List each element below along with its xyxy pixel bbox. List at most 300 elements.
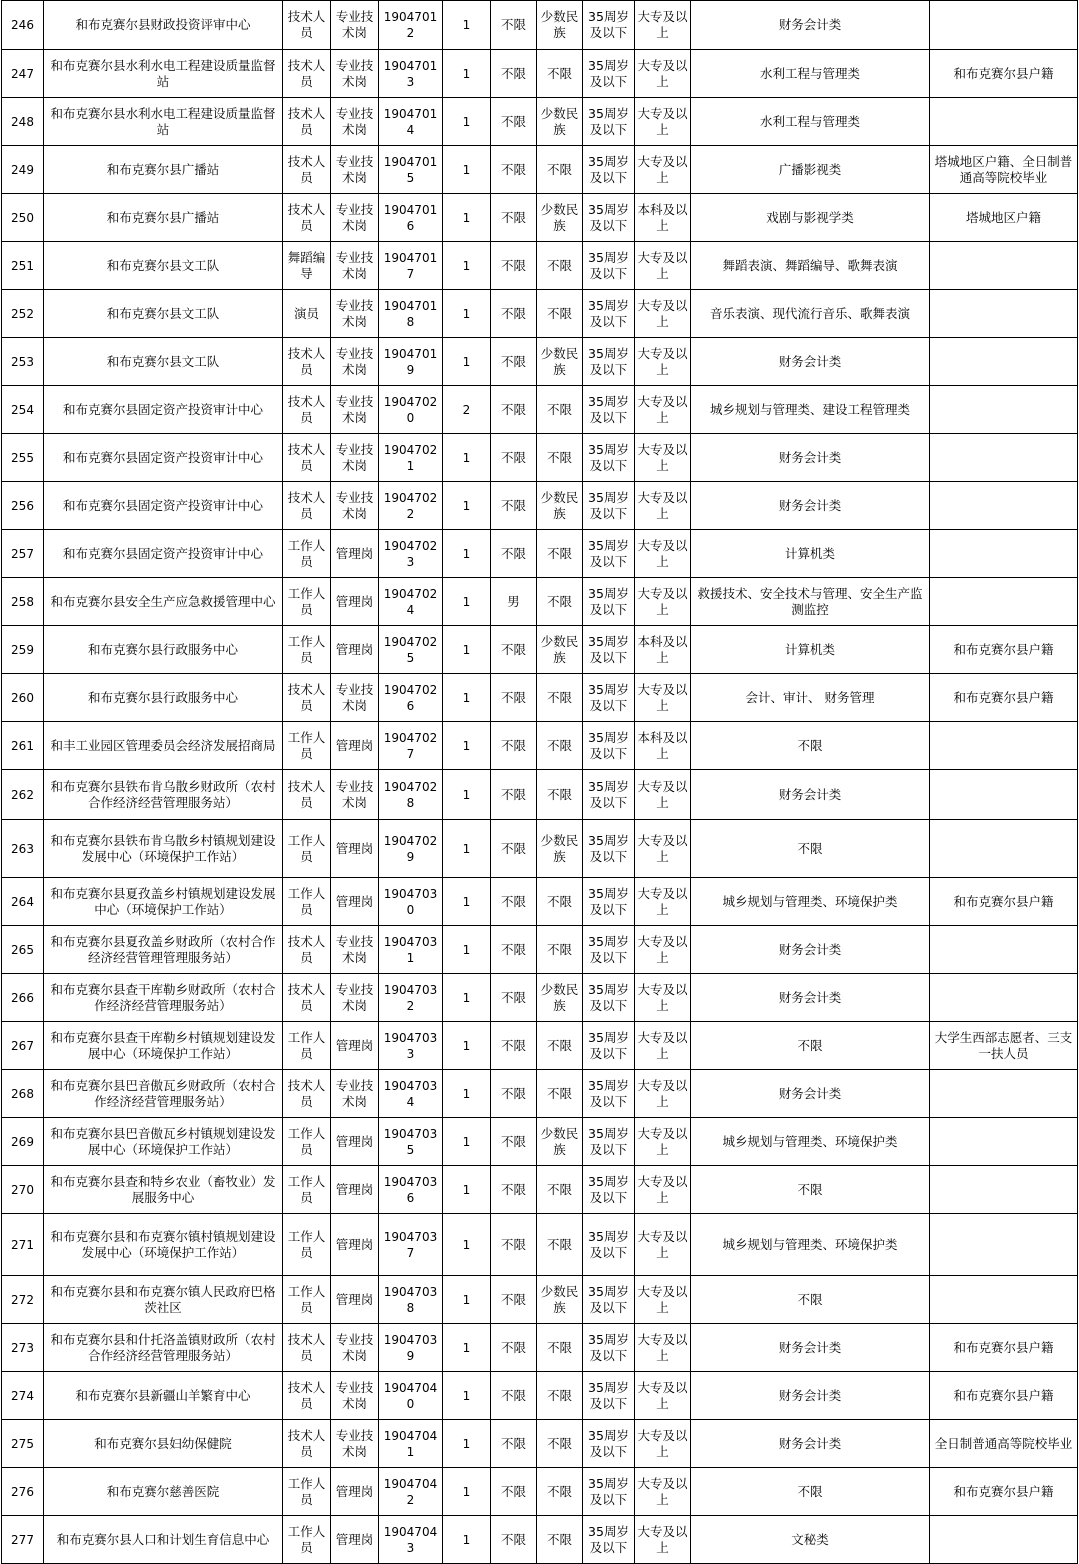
cell-education: 大专及以上 [635,98,691,146]
cell-education: 本科及以上 [635,194,691,242]
cell-gender: 不限 [491,98,537,146]
cell-age: 35周岁及以下 [583,974,635,1022]
cell-count: 1 [443,722,491,770]
cell-ethnicity: 不限 [537,146,583,194]
cell-other: 和布克赛尔县户籍 [930,50,1078,98]
cell-ethnicity: 不限 [537,1324,583,1372]
cell-code: 19047013 [379,50,443,98]
cell-major: 不限 [691,1166,930,1214]
cell-education: 大专及以上 [635,770,691,820]
cell-ethnicity: 不限 [537,1022,583,1070]
cell-ethnicity: 少数民族 [537,338,583,386]
table-row [2,578,1078,626]
cell-category: 管理岗 [331,530,379,578]
cell-count: 1 [443,1372,491,1420]
cell-ethnicity: 不限 [537,386,583,434]
cell-number: 265 [2,926,44,974]
cell-education: 大专及以上 [635,674,691,722]
cell-major: 财务会计类 [691,1324,930,1372]
cell-count: 1 [443,878,491,926]
cell-education: 大专及以上 [635,530,691,578]
cell-code: 19047038 [379,1276,443,1324]
cell-ethnicity: 少数民族 [537,98,583,146]
cell-major: 不限 [691,820,930,878]
cell-code: 19047022 [379,482,443,530]
cell-education: 大专及以上 [635,1516,691,1564]
cell-age: 35周岁及以下 [583,926,635,974]
cell-code: 19047027 [379,722,443,770]
cell-age: 35周岁及以下 [583,530,635,578]
cell-age: 35周岁及以下 [583,1166,635,1214]
cell-category: 管理岗 [331,820,379,878]
cell-number: 247 [2,50,44,98]
cell-category: 专业技术岗 [331,98,379,146]
cell-category: 专业技术岗 [331,1420,379,1468]
cell-category: 管理岗 [331,1516,379,1564]
cell-education: 大专及以上 [635,290,691,338]
cell-unit: 和布克赛尔县文工队 [44,290,283,338]
cell-age: 35周岁及以下 [583,1468,635,1516]
cell-ethnicity: 不限 [537,578,583,626]
cell-major: 财务会计类 [691,770,930,820]
table-row [2,878,1078,926]
cell-category: 专业技术岗 [331,1372,379,1420]
cell-ethnicity: 不限 [537,290,583,338]
cell-education: 大专及以上 [635,386,691,434]
cell-major: 财务会计类 [691,1372,930,1420]
cell-age: 35周岁及以下 [583,674,635,722]
table-body [2,1,1078,1564]
cell-post: 技术人员 [283,1324,331,1372]
cell-count: 1 [443,290,491,338]
cell-education: 大专及以上 [635,1214,691,1276]
cell-post: 舞蹈编导 [283,242,331,290]
cell-education: 本科及以上 [635,722,691,770]
cell-unit: 和布克赛尔县行政服务中心 [44,674,283,722]
cell-gender: 不限 [491,820,537,878]
cell-ethnicity: 少数民族 [537,820,583,878]
cell-unit: 和布克赛尔县安全生产应急救援管理中心 [44,578,283,626]
cell-count: 1 [443,50,491,98]
cell-age: 35周岁及以下 [583,50,635,98]
table-row [2,194,1078,242]
cell-post: 工作人员 [283,1022,331,1070]
cell-other [930,1214,1078,1276]
cell-gender: 不限 [491,722,537,770]
cell-other: 全日制普通高等院校毕业 [930,1420,1078,1468]
cell-unit: 和布克赛尔县人口和计划生育信息中心 [44,1516,283,1564]
cell-post: 技术人员 [283,1372,331,1420]
cell-other: 塔城地区户籍、全日制普通高等院校毕业 [930,146,1078,194]
cell-education: 大专及以上 [635,1372,691,1420]
cell-gender: 不限 [491,1468,537,1516]
cell-age: 35周岁及以下 [583,1420,635,1468]
cell-post: 工作人员 [283,1516,331,1564]
cell-count: 1 [443,242,491,290]
cell-other: 和布克赛尔县户籍 [930,626,1078,674]
cell-unit: 和布克赛尔县固定资产投资审计中心 [44,386,283,434]
cell-number: 255 [2,434,44,482]
cell-gender: 不限 [491,674,537,722]
cell-category: 专业技术岗 [331,50,379,98]
table-row [2,1,1078,50]
cell-code: 19047034 [379,1070,443,1118]
cell-ethnicity: 不限 [537,1468,583,1516]
cell-ethnicity: 不限 [537,674,583,722]
cell-post: 技术人员 [283,1420,331,1468]
cell-gender: 不限 [491,770,537,820]
cell-category: 管理岗 [331,1118,379,1166]
cell-count: 1 [443,1276,491,1324]
cell-other [930,1,1078,50]
cell-gender: 不限 [491,878,537,926]
cell-number: 270 [2,1166,44,1214]
cell-code: 19047032 [379,974,443,1022]
cell-code: 19047019 [379,338,443,386]
cell-number: 246 [2,1,44,50]
cell-unit: 和布克赛尔县铁布肯乌散乡村镇规划建设发展中心（环境保护工作站） [44,820,283,878]
cell-gender: 不限 [491,1,537,50]
cell-gender: 不限 [491,242,537,290]
cell-code: 19047023 [379,530,443,578]
cell-code: 19047015 [379,146,443,194]
table-row [2,482,1078,530]
cell-gender: 不限 [491,1324,537,1372]
cell-major: 不限 [691,1276,930,1324]
cell-unit: 和布克赛尔县铁布肯乌散乡财政所（农村合作经济经营管理服务站） [44,770,283,820]
cell-code: 19047021 [379,434,443,482]
cell-age: 35周岁及以下 [583,578,635,626]
cell-age: 35周岁及以下 [583,1022,635,1070]
cell-unit: 和布克赛尔县巴音傲瓦乡村镇规划建设发展中心（环境保护工作站） [44,1118,283,1166]
cell-major: 广播影视类 [691,146,930,194]
table-row [2,1468,1078,1516]
table-row [2,770,1078,820]
cell-education: 大专及以上 [635,482,691,530]
cell-major: 财务会计类 [691,974,930,1022]
cell-major: 城乡规划与管理类、环境保护类 [691,878,930,926]
cell-other [930,1070,1078,1118]
cell-category: 专业技术岗 [331,338,379,386]
cell-count: 1 [443,1166,491,1214]
cell-education: 大专及以上 [635,820,691,878]
cell-count: 1 [443,770,491,820]
table-row [2,290,1078,338]
cell-other [930,770,1078,820]
cell-number: 259 [2,626,44,674]
cell-age: 35周岁及以下 [583,98,635,146]
cell-post: 技术人员 [283,338,331,386]
cell-ethnicity: 不限 [537,1070,583,1118]
cell-number: 263 [2,820,44,878]
cell-unit: 和布克赛尔县行政服务中心 [44,626,283,674]
cell-education: 大专及以上 [635,578,691,626]
cell-code: 19047041 [379,1420,443,1468]
cell-gender: 不限 [491,1276,537,1324]
cell-gender: 不限 [491,1070,537,1118]
cell-post: 演员 [283,290,331,338]
cell-number: 258 [2,578,44,626]
table-row [2,926,1078,974]
cell-category: 专业技术岗 [331,290,379,338]
cell-education: 大专及以上 [635,926,691,974]
cell-post: 工作人员 [283,1214,331,1276]
cell-count: 1 [443,1420,491,1468]
cell-ethnicity: 少数民族 [537,1118,583,1166]
cell-unit: 和布克赛尔县新疆山羊繁育中心 [44,1372,283,1420]
cell-count: 1 [443,974,491,1022]
cell-education: 大专及以上 [635,242,691,290]
cell-unit: 和布克赛尔县查干库勒乡村镇规划建设发展中心（环境保护工作站） [44,1022,283,1070]
cell-code: 19047031 [379,926,443,974]
cell-count: 1 [443,1022,491,1070]
cell-major: 舞蹈表演、舞蹈编导、歌舞表演 [691,242,930,290]
cell-unit: 和布克赛尔县水利水电工程建设质量监督站 [44,98,283,146]
cell-education: 大专及以上 [635,974,691,1022]
cell-other [930,482,1078,530]
cell-major: 文秘类 [691,1516,930,1564]
cell-code: 19047043 [379,1516,443,1564]
cell-other: 和布克赛尔县户籍 [930,1468,1078,1516]
table-row [2,1420,1078,1468]
cell-age: 35周岁及以下 [583,146,635,194]
cell-number: 264 [2,878,44,926]
cell-category: 专业技术岗 [331,434,379,482]
cell-other [930,290,1078,338]
cell-post: 技术人员 [283,50,331,98]
cell-other [930,386,1078,434]
cell-education: 大专及以上 [635,1166,691,1214]
cell-post: 技术人员 [283,434,331,482]
cell-category: 专业技术岗 [331,194,379,242]
cell-unit: 和布克赛尔县文工队 [44,338,283,386]
cell-ethnicity: 不限 [537,242,583,290]
cell-category: 专业技术岗 [331,770,379,820]
cell-education: 大专及以上 [635,50,691,98]
cell-category: 管理岗 [331,722,379,770]
cell-education: 大专及以上 [635,434,691,482]
cell-education: 本科及以上 [635,626,691,674]
table-row [2,434,1078,482]
cell-post: 工作人员 [283,878,331,926]
table-row [2,1166,1078,1214]
cell-unit: 和布克赛尔县和布克赛尔镇人民政府巴格茨社区 [44,1276,283,1324]
cell-education: 大专及以上 [635,146,691,194]
table-row [2,1118,1078,1166]
cell-unit: 和布克赛尔县文工队 [44,242,283,290]
cell-post: 工作人员 [283,722,331,770]
cell-ethnicity: 不限 [537,722,583,770]
cell-education: 大专及以上 [635,1276,691,1324]
cell-major: 城乡规划与管理类、环境保护类 [691,1118,930,1166]
cell-unit: 和布克赛尔县和什托洛盖镇财政所（农村合作经济经营管理服务站） [44,1324,283,1372]
cell-ethnicity: 不限 [537,530,583,578]
recruitment-table [1,0,1078,1564]
cell-post: 技术人员 [283,1070,331,1118]
cell-post: 技术人员 [283,98,331,146]
cell-unit: 和布克赛尔县妇幼保健院 [44,1420,283,1468]
cell-ethnicity: 不限 [537,878,583,926]
cell-major: 财务会计类 [691,338,930,386]
cell-major: 救援技术、安全技术与管理、安全生产监测监控 [691,578,930,626]
cell-other [930,434,1078,482]
cell-other: 和布克赛尔县户籍 [930,1324,1078,1372]
cell-ethnicity: 不限 [537,50,583,98]
cell-unit: 和布克赛尔县广播站 [44,194,283,242]
cell-count: 1 [443,1468,491,1516]
cell-other [930,974,1078,1022]
cell-number: 268 [2,1070,44,1118]
cell-number: 262 [2,770,44,820]
cell-major: 水利工程与管理类 [691,98,930,146]
cell-category: 管理岗 [331,1166,379,1214]
table-row [2,50,1078,98]
cell-count: 1 [443,1214,491,1276]
cell-post: 工作人员 [283,1468,331,1516]
cell-education: 大专及以上 [635,878,691,926]
table-row [2,1214,1078,1276]
cell-gender: 不限 [491,482,537,530]
cell-other: 和布克赛尔县户籍 [930,674,1078,722]
cell-number: 251 [2,242,44,290]
cell-gender: 不限 [491,1516,537,1564]
cell-age: 35周岁及以下 [583,626,635,674]
cell-ethnicity: 少数民族 [537,482,583,530]
cell-major: 财务会计类 [691,1070,930,1118]
cell-education: 大专及以上 [635,1118,691,1166]
table-row [2,1516,1078,1564]
cell-post: 技术人员 [283,482,331,530]
cell-other [930,1516,1078,1564]
cell-major: 戏剧与影视学类 [691,194,930,242]
cell-age: 35周岁及以下 [583,290,635,338]
cell-age: 35周岁及以下 [583,722,635,770]
table-row [2,722,1078,770]
cell-gender: 不限 [491,1214,537,1276]
cell-other: 和布克赛尔县户籍 [930,878,1078,926]
cell-code: 19047025 [379,626,443,674]
table-row [2,974,1078,1022]
cell-gender: 不限 [491,386,537,434]
cell-post: 工作人员 [283,626,331,674]
cell-category: 管理岗 [331,578,379,626]
cell-category: 专业技术岗 [331,1070,379,1118]
cell-major: 城乡规划与管理类、建设工程管理类 [691,386,930,434]
cell-age: 35周岁及以下 [583,770,635,820]
cell-count: 1 [443,926,491,974]
cell-category: 专业技术岗 [331,146,379,194]
cell-unit: 和布克赛尔县巴音傲瓦乡财政所（农村合作经济经营管理服务站） [44,1070,283,1118]
cell-count: 1 [443,98,491,146]
table-row [2,338,1078,386]
cell-number: 266 [2,974,44,1022]
cell-education: 大专及以上 [635,338,691,386]
cell-age: 35周岁及以下 [583,1324,635,1372]
cell-count: 1 [443,1118,491,1166]
cell-other [930,1166,1078,1214]
cell-unit: 和布克赛尔县固定资产投资审计中心 [44,434,283,482]
cell-age: 35周岁及以下 [583,242,635,290]
cell-code: 19047018 [379,290,443,338]
cell-unit: 和布克赛尔县夏孜盖乡财政所（农村合作经济经营管理管理服务站） [44,926,283,974]
cell-number: 261 [2,722,44,770]
cell-category: 管理岗 [331,1276,379,1324]
cell-code: 19047017 [379,242,443,290]
cell-age: 35周岁及以下 [583,1,635,50]
cell-number: 277 [2,1516,44,1564]
cell-age: 35周岁及以下 [583,1372,635,1420]
cell-unit: 和布克赛尔县广播站 [44,146,283,194]
table-row [2,820,1078,878]
cell-post: 工作人员 [283,1276,331,1324]
cell-other [930,578,1078,626]
cell-other [930,722,1078,770]
cell-count: 1 [443,338,491,386]
cell-other [930,926,1078,974]
cell-gender: 不限 [491,1166,537,1214]
cell-unit: 和布克赛尔县查干库勒乡财政所（农村合作经济经营管理服务站） [44,974,283,1022]
cell-age: 35周岁及以下 [583,386,635,434]
cell-code: 19047028 [379,770,443,820]
table-row [2,98,1078,146]
cell-ethnicity: 少数民族 [537,974,583,1022]
cell-number: 267 [2,1022,44,1070]
cell-category: 专业技术岗 [331,1324,379,1372]
cell-number: 269 [2,1118,44,1166]
cell-major: 计算机类 [691,626,930,674]
cell-count: 1 [443,626,491,674]
table-row [2,1324,1078,1372]
cell-category: 管理岗 [331,1214,379,1276]
cell-major: 财务会计类 [691,1420,930,1468]
cell-gender: 不限 [491,530,537,578]
cell-other: 塔城地区户籍 [930,194,1078,242]
cell-number: 271 [2,1214,44,1276]
cell-post: 技术人员 [283,926,331,974]
cell-other [930,98,1078,146]
cell-ethnicity: 不限 [537,770,583,820]
cell-post: 工作人员 [283,1166,331,1214]
cell-count: 1 [443,530,491,578]
cell-age: 35周岁及以下 [583,1118,635,1166]
cell-code: 19047030 [379,878,443,926]
cell-ethnicity: 不限 [537,1420,583,1468]
cell-post: 工作人员 [283,1118,331,1166]
cell-education: 大专及以上 [635,1,691,50]
cell-gender: 不限 [491,194,537,242]
cell-post: 技术人员 [283,974,331,1022]
cell-age: 35周岁及以下 [583,878,635,926]
cell-post: 工作人员 [283,578,331,626]
cell-number: 260 [2,674,44,722]
cell-education: 大专及以上 [635,1324,691,1372]
cell-number: 248 [2,98,44,146]
cell-major: 财务会计类 [691,434,930,482]
cell-major: 财务会计类 [691,926,930,974]
cell-code: 19047040 [379,1372,443,1420]
cell-number: 272 [2,1276,44,1324]
cell-category: 专业技术岗 [331,926,379,974]
cell-code: 19047042 [379,1468,443,1516]
cell-number: 249 [2,146,44,194]
table-row [2,1276,1078,1324]
cell-code: 19047026 [379,674,443,722]
cell-count: 1 [443,1324,491,1372]
cell-category: 专业技术岗 [331,674,379,722]
cell-count: 2 [443,386,491,434]
cell-number: 274 [2,1372,44,1420]
cell-education: 大专及以上 [635,1420,691,1468]
